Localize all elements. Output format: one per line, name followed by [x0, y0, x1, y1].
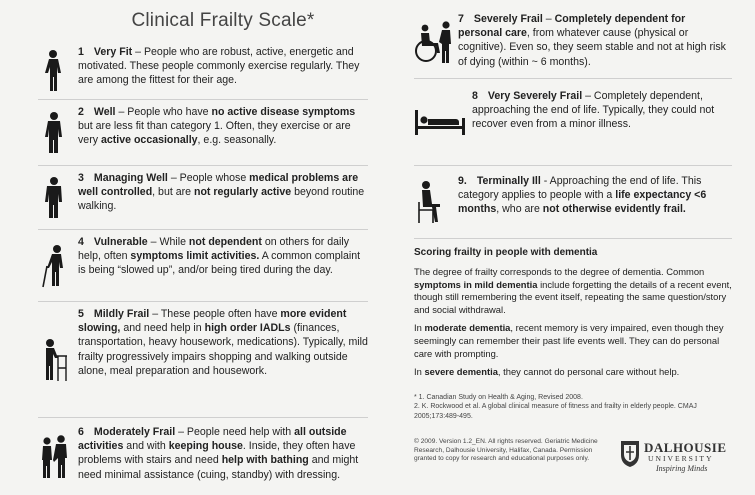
entry-text	[78, 307, 368, 378]
entry-emphasis: help with bathing	[221, 454, 309, 467]
entry-label: Terminally Ill	[476, 175, 541, 187]
entry-emphasis: all outside activities	[78, 426, 347, 453]
seated-person-icon	[414, 180, 448, 224]
entry-text-part: and with	[123, 440, 169, 453]
entry-text-part: - Approaching the end of life. This category applies to people with a	[458, 175, 702, 202]
entry-text-part: , e.g. seasonally.	[197, 134, 277, 147]
dementia-paragraph-moderate	[414, 322, 732, 360]
entry-number: 7	[458, 13, 464, 25]
entry-text-part: – People whose	[167, 172, 250, 184]
entry-text-part: – While	[147, 236, 189, 248]
reference-2: 2. K. Rockwood et al. A global clinical measure of fitness and frailty in elderly people. CMAJ 2005;173:489-495.	[414, 403, 697, 420]
entry-text	[472, 89, 732, 132]
footer	[414, 438, 732, 473]
entry-text-part: – People who have	[115, 106, 212, 118]
entry-text-part: and need help in	[120, 322, 205, 335]
page-title: Clinical Frailty Scale*	[131, 10, 315, 31]
entry-text-part: – Completely dependent, approaching the end of life. Typically, they could not recover even from a minor illness.	[472, 90, 715, 131]
dementia-paragraph-severe	[414, 366, 732, 379]
right-column	[414, 6, 732, 473]
dalhousie-logo	[620, 438, 732, 474]
entry-text	[458, 12, 732, 69]
entry-number: 9.	[458, 175, 467, 187]
logo-name: DALHOUSIE	[644, 440, 727, 455]
dementia-text: , they cannot do personal care without help.	[497, 366, 680, 378]
entry-text	[458, 174, 732, 217]
left-column	[38, 6, 368, 495]
dementia-emphasis: symptoms in mild dementia	[414, 278, 538, 290]
scale-entry-8	[414, 79, 732, 166]
entry-text-part: A common complaint is being “slowed up”, and/or being tired during the day.	[78, 250, 361, 277]
scale-entry-4	[38, 230, 368, 302]
entry-text-part: . Inside, they often have problems with stairs and need	[78, 440, 356, 467]
entry-emphasis: not otherwise evidently frail.	[542, 203, 686, 216]
dementia-paragraph-mild	[414, 266, 732, 316]
bed-icon	[414, 108, 466, 136]
dementia-text: include forgetting the details of a recent event, though still remembering the event itself, repeating the same question/story and social withdrawal.	[414, 278, 732, 315]
standing-person-icon	[38, 111, 72, 155]
copyright-notice: © 2009. Version 1.2_EN. All rights reserved. Geriatric Medicine Research, Dalhousie University, Halifax, Canada. Permission granted to copy for research and educational purposes only.	[414, 438, 598, 463]
scale-entry-3	[38, 166, 368, 230]
dementia-section	[414, 247, 732, 379]
entry-text-part: , from whatever cause (physical or cognitive). Even so, they seem stable and not at high risk of dying (within ~ 6 months).	[458, 27, 726, 68]
dementia-text: , recent memory is very impaired, even though they seemingly can remember their past life events well. They can do personal care with prompting.	[414, 322, 724, 359]
logo-tagline: Inspiring Minds	[656, 464, 708, 473]
entry-text-part: –	[542, 13, 555, 25]
entry-text-part: on others for daily help, often	[78, 236, 350, 263]
entry-emphasis: keeping house	[168, 440, 243, 453]
entry-text-part: , but are	[152, 186, 194, 199]
entry-emphasis: high order IADLs	[204, 322, 291, 335]
entry-text-part: but are less fit than category 1. Often, they exercise or are very	[78, 120, 351, 147]
entry-number: 8	[472, 90, 478, 102]
references	[414, 393, 732, 421]
entry-number: 1	[78, 46, 84, 58]
entry-emphasis: not regularly active	[193, 186, 292, 199]
person-with-walker-icon	[38, 338, 72, 382]
logo-university: UNIVERSITY	[648, 454, 714, 463]
entry-text	[78, 425, 368, 482]
entry-number: 4	[78, 236, 84, 248]
scale-entry-6	[38, 418, 368, 495]
entry-emphasis: not dependent	[188, 236, 262, 248]
entry-text-part: – These people often have	[149, 308, 281, 320]
person-with-cane-icon	[38, 244, 72, 288]
scale-entry-1	[38, 42, 368, 100]
entry-text	[78, 235, 368, 278]
standing-person-icon	[38, 49, 72, 93]
entry-text-part: and might need minimal assistance (cuing, standby) with dressing.	[78, 454, 359, 481]
entry-label: Well	[93, 106, 116, 118]
entry-text-part: , who are	[496, 203, 543, 216]
reference-1: * 1. Canadian Study on Health & Aging, Revised 2008.	[414, 393, 583, 401]
standing-person-icon	[38, 176, 72, 220]
entry-emphasis: medical problems are well controlled	[78, 172, 359, 199]
scale-entry-2	[38, 100, 368, 166]
dementia-text: The degree of frailty corresponds to the degree of dementia. Common	[414, 266, 705, 277]
entry-text	[78, 105, 368, 148]
entry-text	[78, 45, 368, 88]
dementia-heading: Scoring frailty in people with dementia	[414, 247, 598, 258]
entry-label: Moderately Frail	[93, 426, 176, 438]
entry-label: Managing Well	[93, 172, 168, 184]
entry-number: 3	[78, 172, 84, 184]
wheelchair-icon	[414, 20, 454, 64]
entry-emphasis: life expectancy <6 months	[458, 189, 707, 216]
university-crest-icon	[620, 440, 640, 468]
entry-label: Very Severely Frail	[487, 90, 583, 102]
entry-number: 5	[78, 308, 84, 320]
entry-emphasis: Completely dependent for personal care	[458, 13, 686, 40]
entry-label: Very Fit	[93, 46, 133, 58]
dementia-emphasis: severe dementia	[424, 366, 498, 378]
entry-text-part: (finances, transportation, heavy housework, medications). Typically, mild frailty progressively impairs shopping and walking outside alone, meal preparation and housework.	[78, 322, 368, 377]
entry-label: Mildly Frail	[93, 308, 150, 320]
entry-text-part: – People need help with	[175, 426, 295, 438]
assisted-walking-icon	[38, 435, 72, 479]
entry-emphasis: no active disease symptoms	[211, 106, 356, 118]
dementia-text: In	[414, 322, 425, 334]
dementia-text: In	[414, 366, 425, 378]
entry-number: 6	[78, 426, 84, 438]
scale-entry-9	[414, 166, 732, 239]
entry-emphasis: symptoms limit activities.	[130, 250, 260, 263]
scale-entry-7	[414, 6, 732, 79]
dementia-emphasis: moderate dementia	[424, 322, 511, 334]
entry-text-part: beyond routine walking.	[78, 186, 365, 213]
entry-description: – People who are robust, active, energetic and motivated. These people commonly exercise regularly. They are among the fittest for their age.	[78, 46, 360, 87]
entry-label: Vulnerable	[93, 236, 148, 248]
entry-label: Severely Frail	[473, 13, 543, 25]
entry-emphasis: more evident slowing,	[78, 308, 347, 335]
entry-number: 2	[78, 106, 84, 118]
entry-text	[78, 171, 368, 214]
scale-entry-5	[38, 302, 368, 418]
entry-emphasis: active occasionally	[100, 134, 198, 147]
